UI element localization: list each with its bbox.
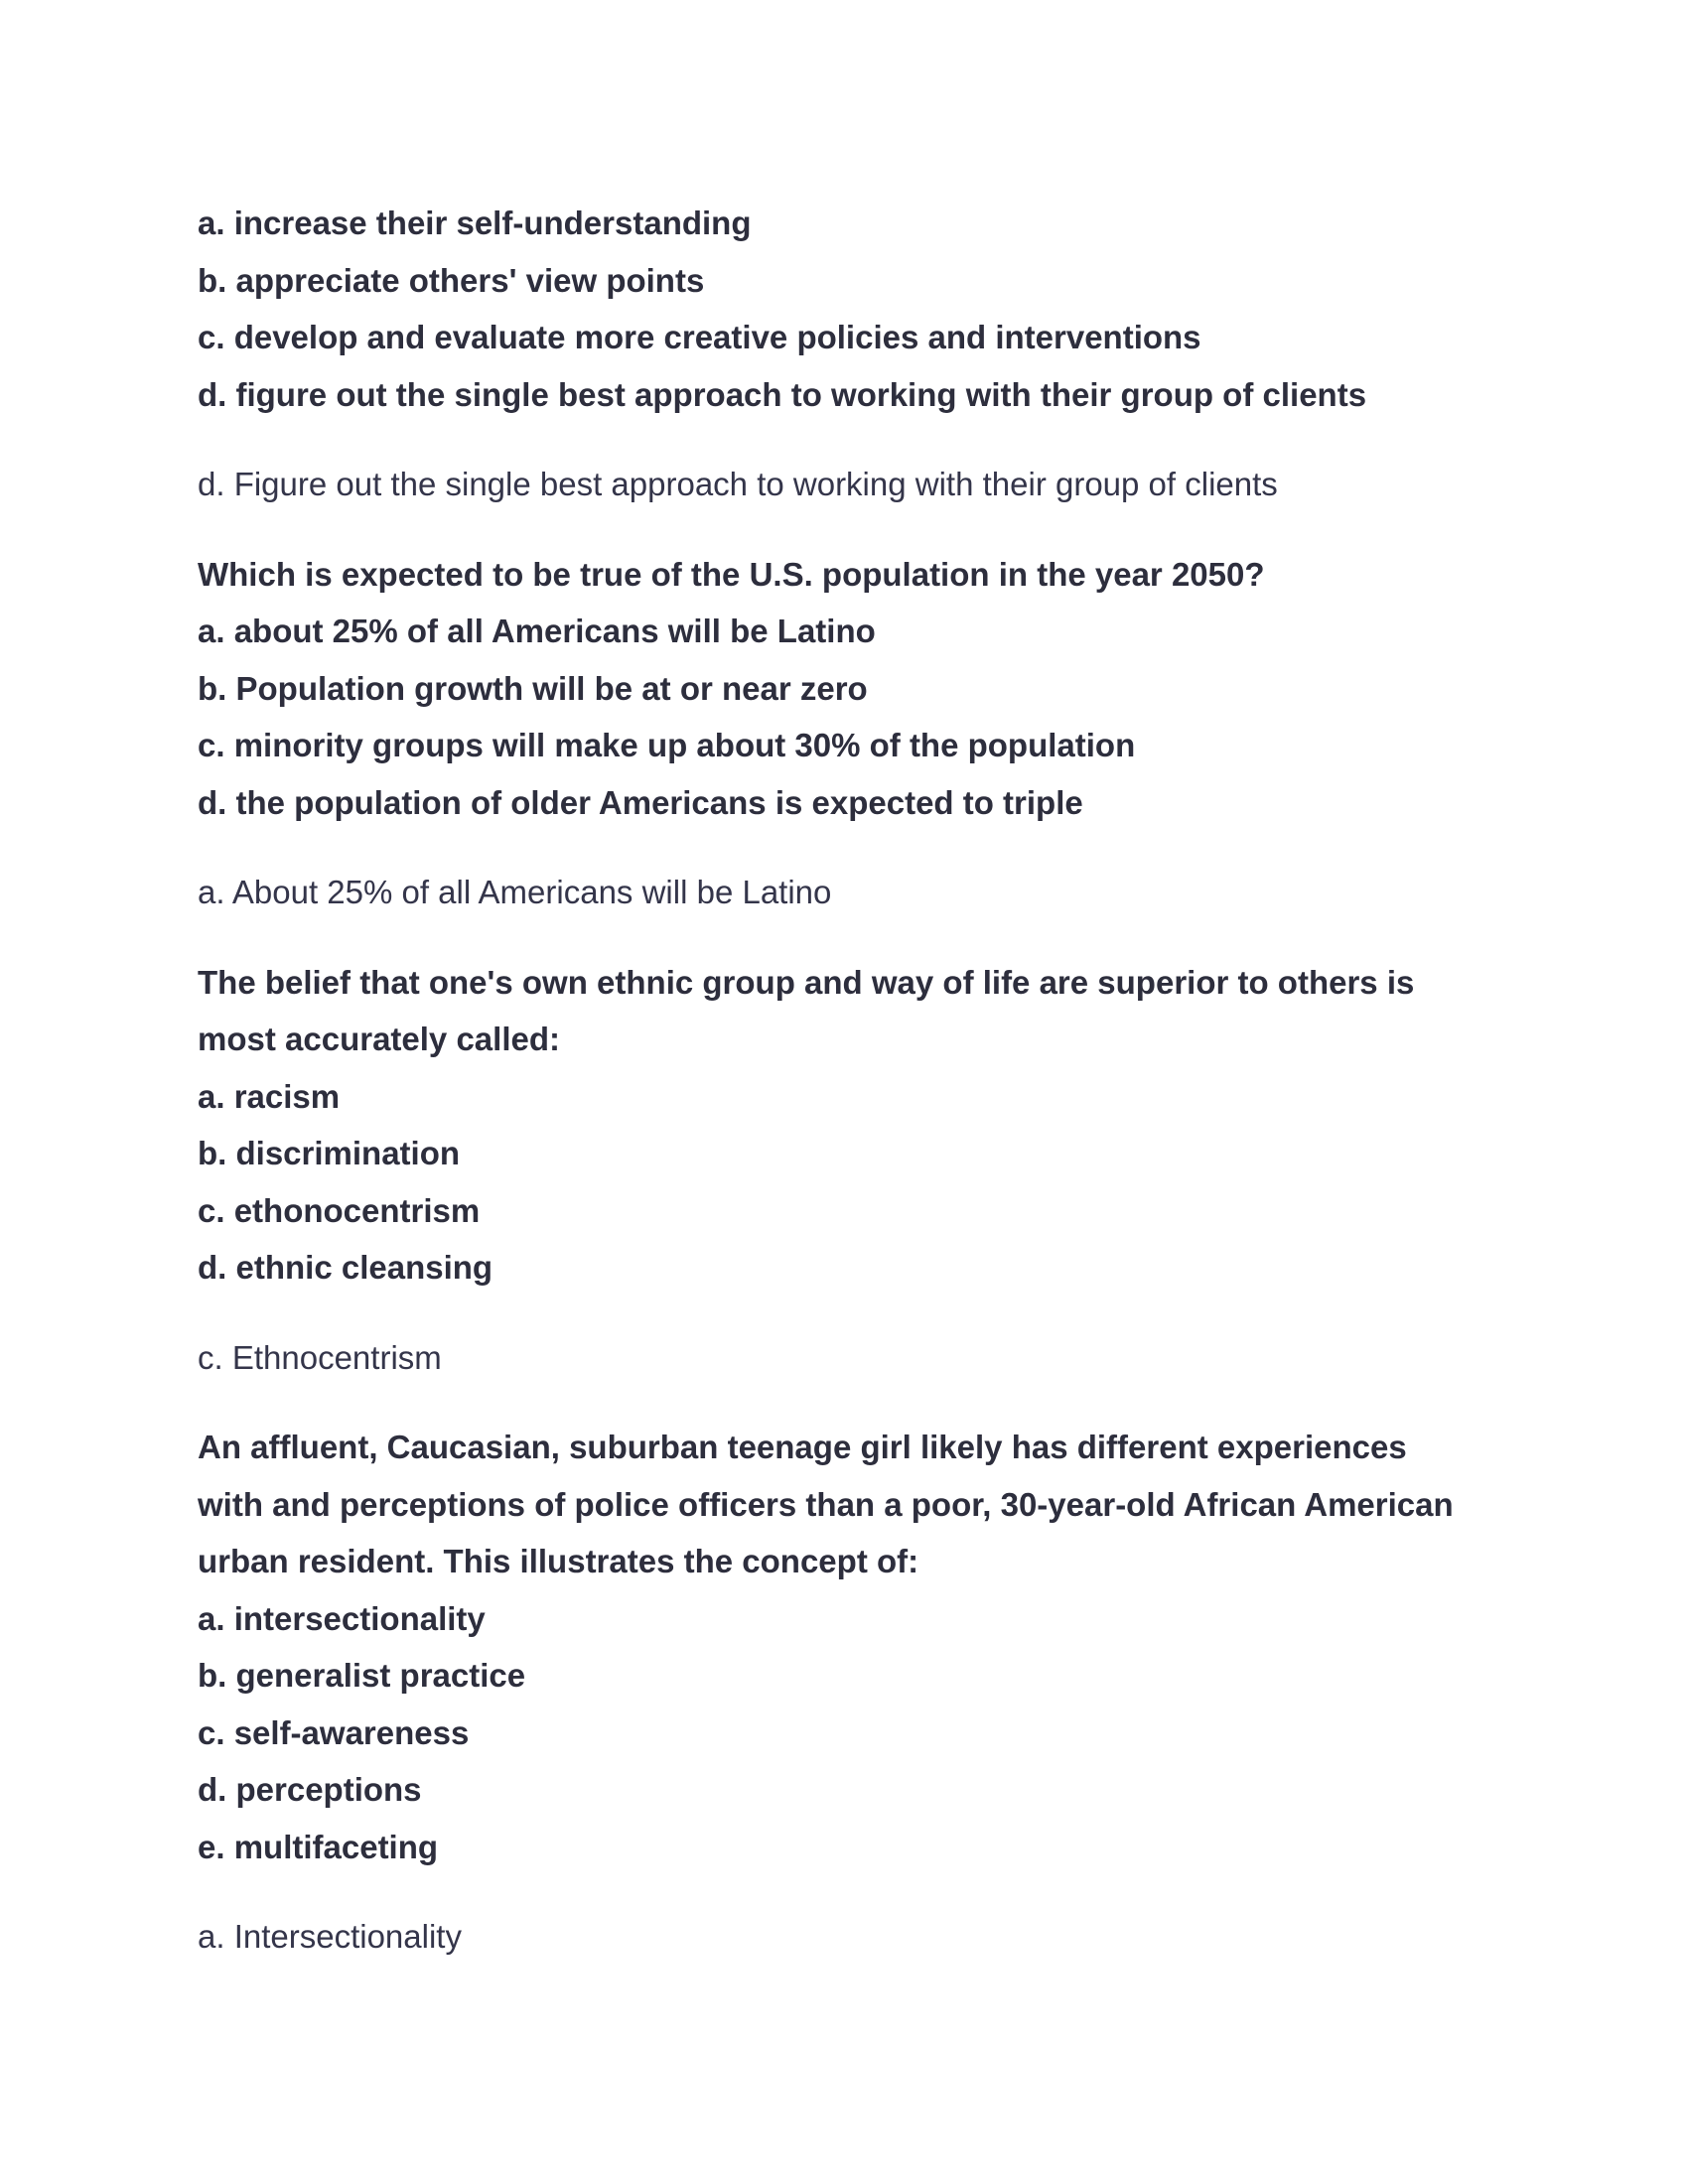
question-block-3 xyxy=(198,954,1488,1387)
option-a: a. about 25% of all Americans will be Latino xyxy=(198,613,876,649)
document-body xyxy=(198,195,1488,1966)
question-line-2: most accurately called: xyxy=(198,1021,560,1057)
answer-text: a. Intersectionality xyxy=(198,1918,462,1955)
option-a: a. increase their self-understanding xyxy=(198,205,752,241)
question-line-2: with and perceptions of police officers than a poor, 30-year-old African American xyxy=(198,1485,1454,1523)
option-b: b. Population growth will be at or near zero xyxy=(198,669,868,707)
option-d: d. ethnic cleansing xyxy=(198,1249,493,1286)
answer-text: c. Ethnocentrism xyxy=(198,1338,442,1376)
question-block-1 xyxy=(198,195,1488,513)
option-b: b. discrimination xyxy=(198,1135,461,1171)
question-line-3: urban resident. This illustrates the concept of: xyxy=(198,1543,919,1579)
question-line-1: The belief that one's own ethnic group and way of life are superior to others is xyxy=(198,963,1415,1001)
option-c: c. minority groups will make up about 30% of the population xyxy=(198,727,1136,763)
option-d: d. figure out the single best approach to working with their group of clients xyxy=(198,375,1367,413)
option-a: a. racism xyxy=(198,1077,341,1115)
question-text: Which is expected to be true of the U.S. population in the year 2050? xyxy=(198,555,1265,593)
option-c: c. self-awareness xyxy=(198,1713,470,1751)
question-block-4 xyxy=(198,1419,1488,1966)
option-d: d. the population of older Americans is expected to triple xyxy=(198,783,1083,821)
option-c: c. ethonocentrism xyxy=(198,1191,481,1229)
option-c: c. develop and evaluate more creative policies and interventions xyxy=(198,319,1201,355)
answer-text: d. Figure out the single best approach to working with their group of clients xyxy=(198,466,1278,502)
answer-text: a. About 25% of all Americans will be Latino xyxy=(198,874,832,910)
option-b: b. appreciate others' view points xyxy=(198,261,705,299)
question-line-1: An affluent, Caucasian, suburban teenage girl likely has different experiences xyxy=(198,1429,1407,1465)
option-d: d. perceptions xyxy=(198,1771,422,1808)
option-b: b. generalist practice xyxy=(198,1657,526,1694)
option-e: e. multifaceting xyxy=(198,1828,439,1865)
option-a: a. intersectionality xyxy=(198,1599,486,1637)
question-block-2 xyxy=(198,546,1488,921)
